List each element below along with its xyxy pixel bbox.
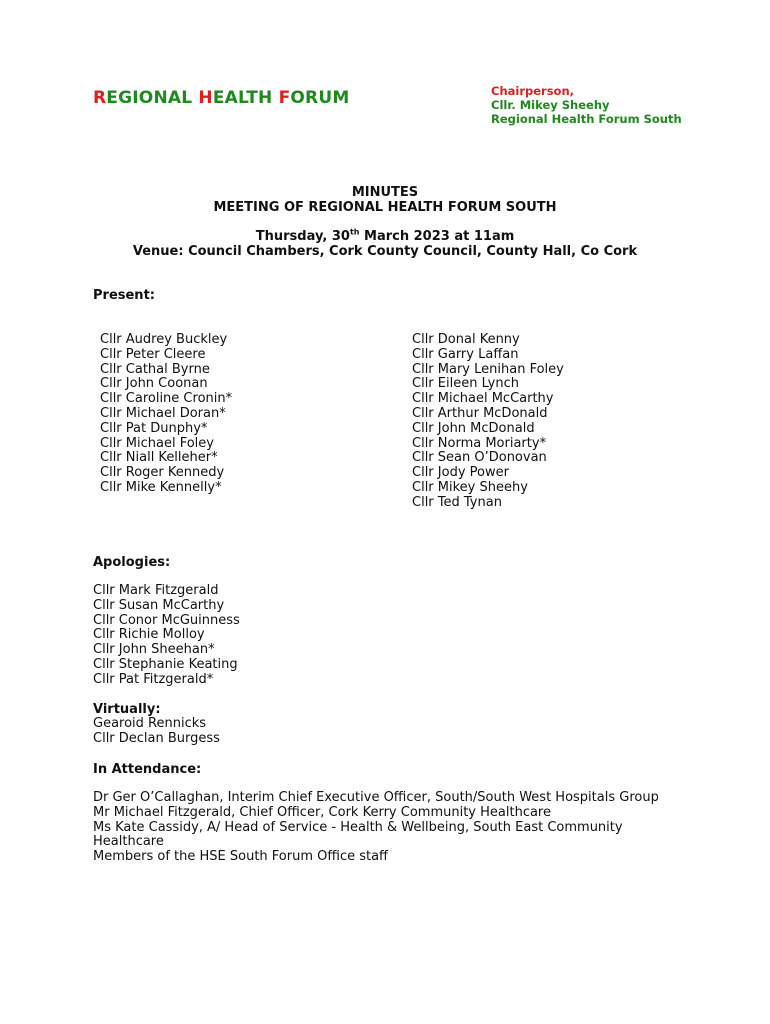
list-item: Members of the HSE South Forum Office staff xyxy=(93,849,389,865)
meeting-heading: MEETING OF REGIONAL HEALTH FORUM SOUTH xyxy=(213,200,557,215)
attendance-heading: In Attendance: xyxy=(93,762,202,777)
list-item: Cllr John McDonald xyxy=(412,420,535,436)
list-item: Cllr John Coonan xyxy=(100,376,208,392)
list-item: Cllr Mark Fitzgerald xyxy=(93,583,219,598)
list-item: Cllr Ted Tynan xyxy=(412,494,502,510)
list-item: Cllr Pat Dunphy* xyxy=(100,420,208,436)
present-list-left xyxy=(100,333,232,496)
list-item: Cllr Arthur McDonald xyxy=(412,405,548,421)
meeting-date-prefix: Thursday, 30 xyxy=(255,229,350,244)
meeting-date-ordinal: th xyxy=(349,227,360,237)
meeting-date-suffix: March 2023 at 11am xyxy=(359,229,515,244)
list-item: Cllr Peter Cleere xyxy=(100,346,206,362)
chairperson-forum: Regional Health Forum South xyxy=(491,112,682,126)
list-item: Cllr Sean O’Donovan xyxy=(412,450,547,466)
list-item: Cllr Cathal Byrne xyxy=(100,361,210,377)
list-item: Cllr Michael Doran* xyxy=(100,405,226,421)
list-item: Cllr Michael McCarthy xyxy=(412,391,554,407)
list-item: Cllr Susan McCarthy xyxy=(93,597,225,613)
list-item: Cllr Audrey Buckley xyxy=(100,332,228,347)
list-item: Cllr Mike Kennelly* xyxy=(100,479,222,495)
virtually-list xyxy=(93,717,220,747)
forum-title-initial-r: R xyxy=(93,88,107,108)
list-item: Ms Kate Cassidy, A/ Head of Service - Health & Wellbeing, South East Community Healthcare xyxy=(93,819,623,850)
list-item: Cllr Norma Moriarty* xyxy=(412,435,547,451)
list-item: Cllr Eileen Lynch xyxy=(412,376,519,392)
chairperson-label: Chairperson, xyxy=(491,84,575,98)
meeting-venue: Venue: Council Chambers, Cork County Council, County Hall, Co Cork xyxy=(132,244,638,259)
list-item: Cllr Niall Kelleher* xyxy=(100,450,218,466)
attendance-list xyxy=(93,791,693,865)
list-item: Gearoid Rennicks xyxy=(93,716,207,731)
list-item: Mr Michael Fitzgerald, Chief Officer, Cork Kerry Community Healthcare xyxy=(93,804,551,820)
list-item: Cllr Michael Foley xyxy=(100,435,214,451)
list-item: Cllr Caroline Cronin* xyxy=(100,391,233,407)
list-item: Cllr Stephanie Keating xyxy=(93,656,238,672)
forum-title xyxy=(93,88,349,108)
meeting-date xyxy=(0,229,770,244)
list-item: Dr Ger O’Callaghan, Interim Chief Executive Officer, South/South West Hospitals Group xyxy=(93,790,659,805)
forum-title-initial-h: H xyxy=(198,88,213,108)
forum-title-word-forum: ORUM xyxy=(290,88,350,108)
forum-title-word-regional: EGIONAL xyxy=(106,88,199,108)
forum-title-initial-f: F xyxy=(278,88,291,108)
list-item: Cllr John Sheehan* xyxy=(93,642,215,658)
present-list-right xyxy=(412,333,564,511)
list-item: Cllr Garry Laffan xyxy=(412,346,519,362)
apologies-list xyxy=(93,584,240,688)
list-item: Cllr Declan Burgess xyxy=(93,730,220,746)
list-item: Cllr Jody Power xyxy=(412,465,509,481)
minutes-heading: MINUTES xyxy=(351,185,419,200)
forum-title-word-health: EALTH xyxy=(212,88,279,108)
apologies-heading: Apologies: xyxy=(93,555,171,570)
list-item: Cllr Pat Fitzgerald* xyxy=(93,671,214,687)
list-item: Cllr Roger Kennedy xyxy=(100,465,225,481)
virtually-heading: Virtually: xyxy=(93,702,161,717)
chairperson-block xyxy=(491,84,682,126)
chairperson-name: Cllr. Mikey Sheehy xyxy=(491,98,610,112)
list-item: Cllr Conor McGuinness xyxy=(93,612,240,628)
list-item: Cllr Donal Kenny xyxy=(412,332,520,347)
list-item: Cllr Richie Molloy xyxy=(93,627,205,643)
present-heading: Present: xyxy=(93,288,155,303)
list-item: Cllr Mikey Sheehy xyxy=(412,479,528,495)
list-item: Cllr Mary Lenihan Foley xyxy=(412,361,564,377)
